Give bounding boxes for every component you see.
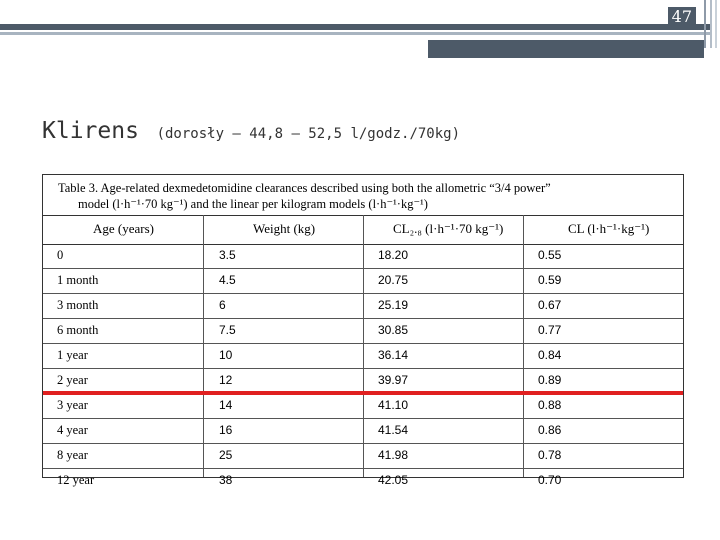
cell-age: 3 month [57,298,99,312]
cell-cl-linear: 0.88 [538,398,562,412]
header-cl-linear: CL (l·h⁻¹·kg⁻¹) [568,221,650,236]
table-row [43,444,683,469]
cell-cl-allometric: 42.05 [378,473,409,487]
cell-cl-allometric: 36.14 [378,348,409,362]
cell-cl-allometric: 25.19 [378,298,409,312]
cell-cl-allometric: 41.54 [378,423,409,437]
table-row [43,269,683,294]
cell-cl-linear: 0.86 [538,423,562,437]
slide-title-sub: (dorosły – 44,8 – 52,5 l/godz./70kg) [156,126,461,142]
cell-cl-linear: 0.70 [538,473,562,487]
table-body [43,244,683,493]
right-decoration [702,0,720,50]
cell-age: 6 month [57,323,99,337]
cell-weight: 38 [219,473,233,487]
header-cl-allometric: CL₂.₈ (l·h⁻¹·70 kg⁻¹) [393,221,504,236]
table-row [43,244,683,269]
cell-cl-allometric: 41.10 [378,398,409,412]
cell-cl-linear: 0.59 [538,273,562,287]
cell-weight: 10 [219,348,233,362]
cell-cl-allometric: 41.98 [378,448,409,462]
cell-age: 3 year [57,398,88,412]
cell-weight: 7.5 [219,323,236,337]
cell-cl-linear: 0.84 [538,348,562,362]
cell-weight: 6 [219,298,226,312]
table-row [43,394,683,419]
cell-weight: 3.5 [219,248,236,262]
table-caption-line2: model (l·h⁻¹·70 kg⁻¹) and the linear per kilogram models (l·h⁻¹·kg⁻¹) [78,197,428,211]
top-stripe [0,32,712,35]
clearance-table [42,174,684,487]
cell-cl-linear: 0.55 [538,248,562,262]
cell-cl-allometric: 18.20 [378,248,409,262]
cell-age: 4 year [57,423,88,437]
table-row [43,294,683,319]
cell-age: 1 month [57,273,99,287]
cell-weight: 12 [219,373,233,387]
cell-age: 0 [57,248,64,262]
table-row [43,344,683,369]
header-age: Age (years) [93,221,154,236]
accent-block [428,40,704,58]
table-caption [58,180,678,212]
table-caption-line1: Table 3. Age-related dexmedetomidine clearances described using both the allometric “3/4 power” [58,181,551,195]
top-bar [0,24,712,30]
cell-weight: 25 [219,448,233,462]
slide-title-main: Klirens [42,118,139,144]
table-row [43,419,683,444]
cell-cl-linear: 0.89 [538,373,562,387]
header-weight: Weight (kg) [253,221,316,236]
page-number: 47 [668,7,696,27]
cell-age: 1 year [57,348,88,362]
cell-cl-allometric: 30.85 [378,323,409,337]
cell-age: 8 year [57,448,88,462]
cell-age: 2 year [57,373,88,387]
cell-cl-linear: 0.78 [538,448,562,462]
cell-cl-allometric: 39.97 [378,373,409,387]
cell-age: 12 year [57,473,95,487]
table-row [43,469,683,493]
cell-weight: 16 [219,423,233,437]
cell-cl-allometric: 20.75 [378,273,409,287]
cell-weight: 14 [219,398,233,412]
table-row [43,319,683,344]
cell-weight: 4.5 [219,273,236,287]
slide-title [42,118,460,144]
cell-cl-linear: 0.77 [538,323,562,337]
cell-cl-linear: 0.67 [538,298,562,312]
